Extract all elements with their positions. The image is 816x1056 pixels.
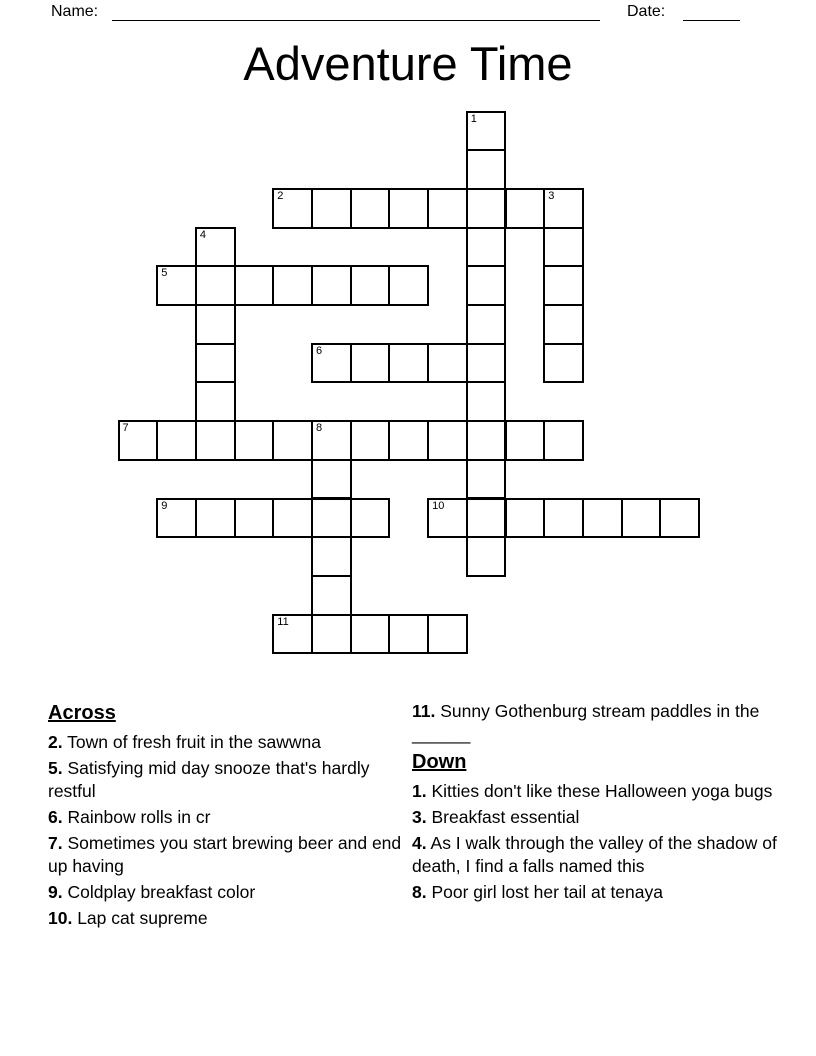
clue-text: Poor girl lost her tail at tenaya xyxy=(431,882,663,902)
grid-cell[interactable] xyxy=(350,614,391,655)
grid-cell[interactable] xyxy=(311,343,352,384)
grid-cell[interactable] xyxy=(195,304,236,345)
clue-text: Coldplay breakfast color xyxy=(67,882,256,902)
clue-text: Sometimes you start brewing beer and end up having xyxy=(48,833,402,876)
grid-cell[interactable] xyxy=(505,188,546,229)
grid-cell[interactable] xyxy=(505,498,546,539)
clue-down-3 xyxy=(412,806,784,829)
page-title: Adventure Time xyxy=(243,37,573,90)
grid-cell[interactable] xyxy=(156,265,197,306)
clue-down-1 xyxy=(412,780,784,803)
grid-cell[interactable] xyxy=(234,420,275,461)
clue-text: Satisfying mid day snooze that's hardly restful xyxy=(48,758,370,801)
clue-across-9 xyxy=(48,881,404,904)
clue-number: 6. xyxy=(48,807,63,827)
grid-cell[interactable] xyxy=(195,420,236,461)
cell-number: 7 xyxy=(122,422,129,435)
grid-cell[interactable] xyxy=(195,227,236,268)
clue-text: Town of fresh fruit in the sawwna xyxy=(67,732,322,752)
clue-across-11 xyxy=(412,700,784,746)
clue-down-8 xyxy=(412,881,784,904)
clue-across-2 xyxy=(48,731,404,754)
grid-cell[interactable] xyxy=(156,498,197,539)
grid-cell[interactable] xyxy=(272,614,313,655)
grid-cell[interactable] xyxy=(543,227,584,268)
clue-number: 9. xyxy=(48,882,63,902)
cell-number: 2 xyxy=(277,189,284,202)
across-heading: Across xyxy=(48,702,116,724)
grid-cell[interactable] xyxy=(195,343,236,384)
clue-text: As I walk through the valley of the shadow of death, I find a falls named this xyxy=(412,833,777,876)
cell-number: 11 xyxy=(277,615,289,628)
grid-cell[interactable] xyxy=(543,265,584,306)
cell-number: 5 xyxy=(161,267,168,280)
cell-number: 1 xyxy=(470,112,477,125)
grid-cell[interactable] xyxy=(466,265,507,306)
clue-number: 3. xyxy=(412,807,427,827)
grid-cell[interactable] xyxy=(311,265,352,306)
date-blank-line[interactable] xyxy=(683,3,740,21)
clue-number: 2. xyxy=(48,732,63,752)
grid-cell[interactable] xyxy=(388,188,429,229)
grid-cell[interactable] xyxy=(427,188,468,229)
grid-cell[interactable] xyxy=(543,343,584,384)
grid-cell[interactable] xyxy=(388,614,429,655)
grid-cell[interactable] xyxy=(195,381,236,422)
cell-number: 4 xyxy=(199,228,207,241)
grid-cell[interactable] xyxy=(311,536,352,577)
grid-cell[interactable] xyxy=(272,498,313,539)
grid-cell[interactable] xyxy=(466,111,507,152)
clues-right-column xyxy=(412,700,784,907)
clue-across-5 xyxy=(48,757,404,803)
grid-cell[interactable] xyxy=(505,420,546,461)
grid-cell[interactable] xyxy=(311,420,352,461)
grid-cell[interactable] xyxy=(659,498,700,539)
clue-number: 10. xyxy=(48,908,73,928)
grid-cell[interactable] xyxy=(350,498,391,539)
grid-cell[interactable] xyxy=(195,498,236,539)
grid-cell[interactable] xyxy=(427,614,468,655)
grid-cell[interactable] xyxy=(272,265,313,306)
grid-cell[interactable] xyxy=(543,420,584,461)
cell-number: 6 xyxy=(316,344,323,357)
clue-text: Breakfast essential xyxy=(431,807,580,827)
clue-text: Kitties don't like these Halloween yoga bugs xyxy=(431,781,773,801)
clue-number: 1. xyxy=(412,781,427,801)
grid-cell[interactable] xyxy=(427,420,468,461)
grid-cell[interactable] xyxy=(311,188,352,229)
grid-cell[interactable] xyxy=(311,614,352,655)
grid-cell[interactable] xyxy=(621,498,662,539)
clue-number: 5. xyxy=(48,758,63,778)
name-label: Name: xyxy=(51,3,99,20)
grid-cell[interactable] xyxy=(466,536,507,577)
clue-across-6 xyxy=(48,806,404,829)
clue-number: 4. xyxy=(412,833,427,853)
grid-cell[interactable] xyxy=(350,420,391,461)
clue-number: 11. xyxy=(412,701,436,721)
grid-cell[interactable] xyxy=(388,420,429,461)
grid-cell[interactable] xyxy=(195,265,236,306)
clue-text: Lap cat supreme xyxy=(77,908,208,928)
clue-across-10 xyxy=(48,907,404,930)
cell-number: 9 xyxy=(161,499,168,512)
grid-cell[interactable] xyxy=(466,420,507,461)
grid-cell[interactable] xyxy=(311,498,352,539)
down-heading: Down xyxy=(412,751,467,773)
grid-cell[interactable] xyxy=(350,188,391,229)
grid-cell[interactable] xyxy=(234,498,275,539)
grid-cell[interactable] xyxy=(466,304,507,345)
grid-cell[interactable] xyxy=(350,343,391,384)
name-blank-line[interactable] xyxy=(112,3,600,21)
clues-left-column xyxy=(48,700,404,933)
grid-cell[interactable] xyxy=(466,459,507,500)
grid-cell[interactable] xyxy=(466,343,507,384)
grid-cell[interactable] xyxy=(234,265,275,306)
grid-cell[interactable] xyxy=(388,265,429,306)
grid-cell[interactable] xyxy=(466,149,507,190)
grid-cell[interactable] xyxy=(466,188,507,229)
cell-number: 10 xyxy=(432,499,445,512)
cell-number: 8 xyxy=(316,422,323,435)
clue-across-7 xyxy=(48,832,404,878)
grid-cell[interactable] xyxy=(466,498,507,539)
date-label: Date: xyxy=(627,3,666,20)
grid-cell[interactable] xyxy=(388,343,429,384)
clue-number: 8. xyxy=(412,882,427,902)
clue-text: Sunny Gothenburg stream paddles in the ______ xyxy=(412,701,760,744)
grid-cell[interactable] xyxy=(543,304,584,345)
grid-cell[interactable] xyxy=(311,459,352,500)
grid-cell[interactable] xyxy=(466,227,507,268)
grid-cell[interactable] xyxy=(118,420,159,461)
cell-number: 3 xyxy=(548,189,555,202)
grid-cell[interactable] xyxy=(543,188,584,229)
grid-cell[interactable] xyxy=(272,420,313,461)
grid-cell[interactable] xyxy=(350,265,391,306)
grid-cell[interactable] xyxy=(311,575,352,616)
clue-number: 7. xyxy=(48,833,63,853)
grid-cell[interactable] xyxy=(427,498,468,539)
clue-down-4 xyxy=(412,832,784,878)
grid-cell[interactable] xyxy=(427,343,468,384)
grid-cell[interactable] xyxy=(272,188,313,229)
grid-cell[interactable] xyxy=(466,381,507,422)
grid-cell[interactable] xyxy=(543,498,584,539)
header-row xyxy=(0,2,816,24)
grid-cell[interactable] xyxy=(582,498,623,539)
clue-text: Rainbow rolls in cr xyxy=(67,807,211,827)
grid-cell[interactable] xyxy=(156,420,197,461)
